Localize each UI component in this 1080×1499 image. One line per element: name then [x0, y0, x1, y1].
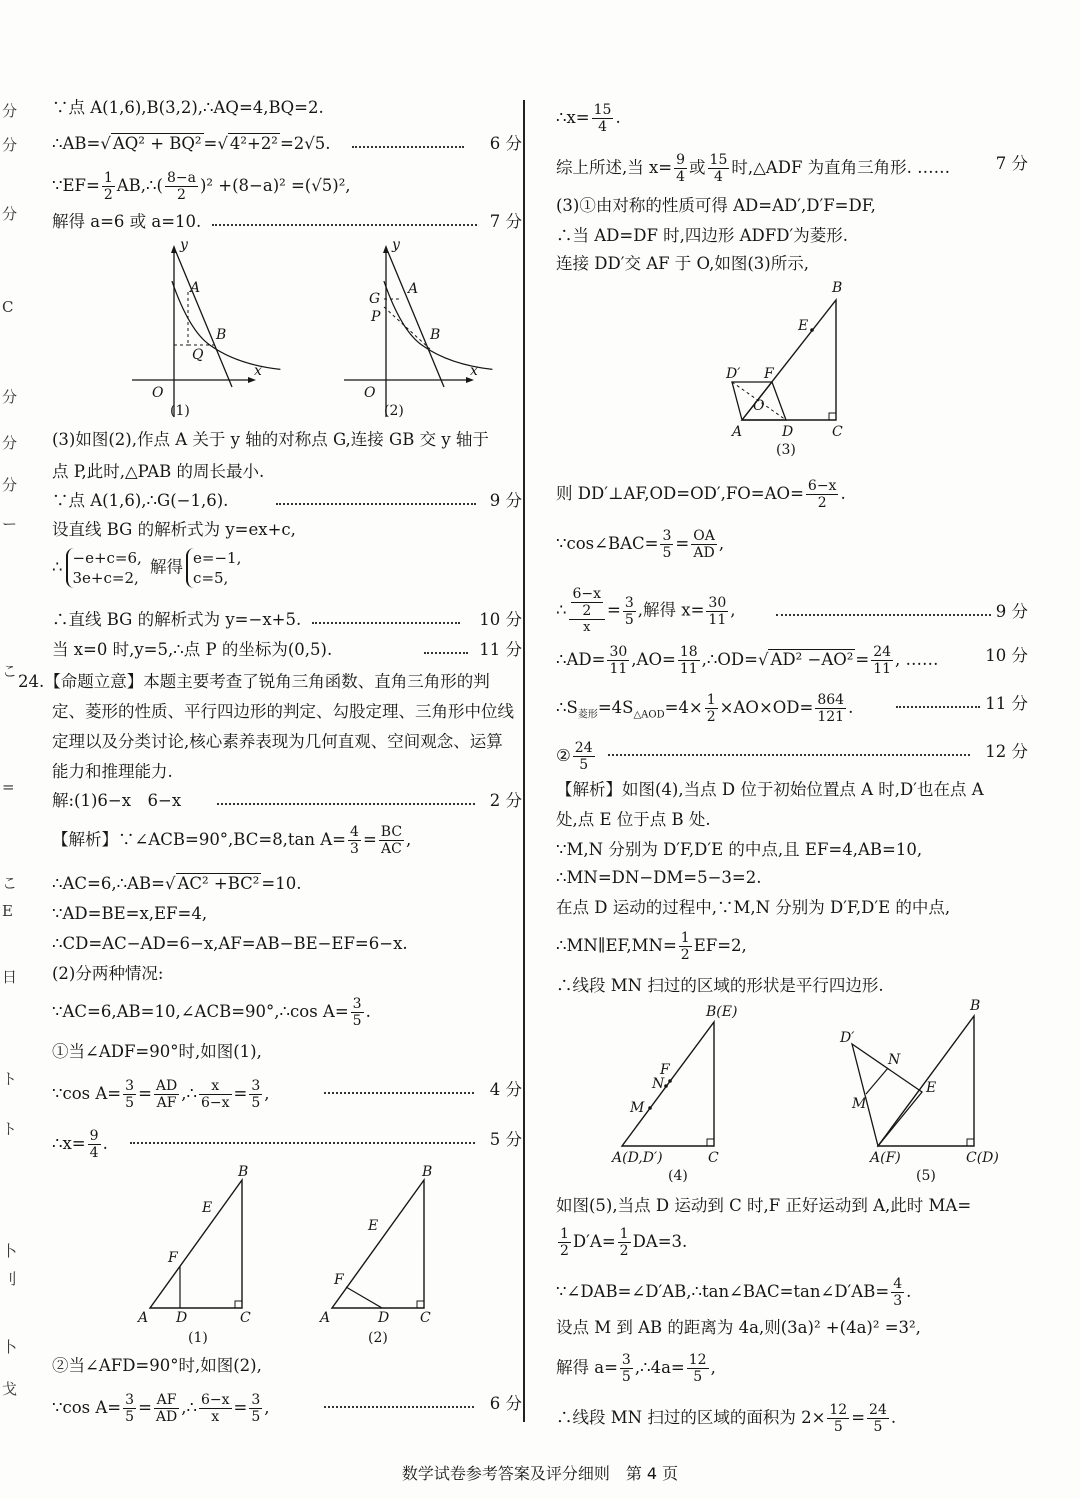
margin-char: 刂	[2, 1270, 18, 1288]
svg-text:E: E	[202, 1200, 213, 1216]
svg-text:C: C	[240, 1310, 251, 1326]
margin-char: 分	[2, 434, 18, 452]
text-line: 点 P,此时,△PAB 的周长最小.	[52, 462, 265, 481]
score: 6 分	[489, 134, 522, 153]
margin-char: 分	[2, 136, 18, 154]
motion-figure-4	[610, 1004, 737, 1184]
svg-text:D: D	[378, 1310, 390, 1326]
svg-text:A: A	[190, 280, 201, 296]
score: 11 分	[479, 640, 522, 659]
margin-char: こ	[2, 874, 18, 892]
text-line: 如图(5),当点 D 运动到 C 时,F 正好运动到 A,此时 MA=	[556, 1196, 972, 1215]
text-line: 【解析】如图(4),当点 D 位于初始位置点 A 时,D′也在点 A	[556, 780, 984, 799]
text-line: ∵点 A(1,6),∴G(−1,6). 9 分	[52, 489, 522, 513]
text-line: ∵AD=BE=x,EF=4,	[52, 904, 208, 923]
svg-text:E: E	[798, 318, 809, 334]
svg-text:F: F	[764, 366, 774, 382]
margin-char: 分	[2, 388, 18, 406]
equation-system: e=−1, c=5,	[186, 548, 241, 588]
svg-text:A: A	[138, 1310, 149, 1326]
svg-text:E: E	[368, 1218, 379, 1234]
margin-char: 分	[2, 476, 18, 494]
margin-char: こ	[2, 662, 18, 680]
text-line: ∴x= $\frac{9}{4}$ . 5 分	[52, 1128, 522, 1161]
motion-figure-5	[839, 998, 999, 1184]
left-margin-strip	[0, 0, 18, 1499]
text-line: ∴AD= $\frac{30}{11}$ ,AO= $\frac{18}{11}$ ,∴OD=√ AD² −AO² = $\frac{24}{11}$ , …… 10 分	[556, 644, 1028, 677]
fraction: $\frac{8-a}{2}$	[166, 170, 196, 203]
text-line: ∴ $\frac{\frac{6-x}{2}}{x}$ = $\frac{3}{5}$ ,解得 x= $\frac{30}{11}$ , 9 分	[556, 586, 1028, 635]
text-line: ② $\frac{24}{5}$ 12 分	[556, 740, 1028, 773]
svg-text:D′: D′	[726, 366, 741, 382]
score: 10 分	[985, 646, 1028, 665]
svg-text:O: O	[152, 385, 164, 401]
svg-text:A: A	[408, 281, 419, 297]
svg-text:N: N	[652, 1076, 665, 1092]
svg-text:y: y	[392, 237, 400, 253]
margin-char: 卜	[2, 1242, 18, 1260]
svg-text:C(D): C(D)	[966, 1150, 999, 1166]
score: 9 分	[489, 491, 522, 510]
svg-text:M: M	[630, 1100, 645, 1116]
text-line: ②当∠AFD=90°时,如图(2),	[52, 1356, 262, 1375]
score: 6 分	[489, 1394, 522, 1413]
text-line: ∵cos∠BAC= $\frac{3}{5}$ = $\frac{OA}{AD}$ ,	[556, 528, 725, 561]
text-line: (3)如图(2),作点 A 关于 y 轴的对称点 G,连接 GB 交 y 轴于	[52, 430, 489, 449]
text-line: 解得 a=6 或 a=10. 7 分	[52, 210, 522, 234]
score: 2 分	[489, 791, 522, 810]
svg-text:B: B	[970, 998, 981, 1014]
svg-text:C: C	[708, 1150, 719, 1166]
text-line: ∵EF= $\frac{1}{2}$ AB,∴( $\frac{8-a}{2}$ )² +(8−a)² =(√5)²,	[52, 170, 351, 203]
rhombus-figure	[726, 280, 876, 460]
score: 11 分	[985, 694, 1028, 713]
svg-text:P: P	[371, 309, 381, 325]
svg-text:F: F	[168, 1250, 178, 1266]
svg-text:(3): (3)	[776, 442, 796, 458]
text-line: 解:(1)6−x 6−x 2 分	[52, 789, 522, 813]
margin-char: E	[2, 902, 13, 920]
svg-text:A: A	[320, 1310, 331, 1326]
svg-text:A: A	[732, 424, 743, 440]
svg-text:G: G	[369, 291, 381, 307]
text-line: ∵cos A= $\frac{3}{5}$ = $\frac{AF}{AD}$ ,∴ $\frac{6-x}{x}$ = $\frac{3}{5}$ , 6 分	[52, 1392, 522, 1425]
svg-text:B(E): B(E)	[706, 1004, 738, 1020]
text-line: ∴AB=√ AQ² + BQ² =√ 4²+2² =2√5. 6 分	[52, 132, 522, 156]
text-line: 定理以及分类讨论,核心素养表现为几何直观、空间观念、运算	[52, 732, 503, 751]
triangle-figures	[138, 1164, 462, 1350]
svg-text:C: C	[832, 424, 843, 440]
text-line: 设点 M 到 AB 的距离为 4a,则(3a)² +(4a)² =3²,	[556, 1318, 921, 1337]
text-line: ①当∠ADF=90°时,如图(1),	[52, 1042, 262, 1061]
score: 9 分	[995, 602, 1028, 621]
text-line: ∵点 A(1,6),B(3,2),∴AQ=4,BQ=2.	[52, 98, 324, 117]
text-line: ∴MN=DN−DM=5−3=2.	[556, 868, 762, 887]
svg-text:D′: D′	[840, 1030, 855, 1046]
text-line: ∴当 AD=DF 时,四边形 ADFD′为菱形.	[556, 226, 848, 245]
svg-text:B: B	[216, 327, 227, 343]
svg-text:F: F	[660, 1062, 670, 1078]
coordinate-figures	[132, 237, 512, 417]
text-line: 设直线 BG 的解析式为 y=ex+c,	[52, 520, 296, 539]
svg-text:N: N	[888, 1052, 901, 1068]
text-line: ∴直线 BG 的解析式为 y=−x+5. 10 分	[52, 608, 522, 632]
text-line: 连接 DD′交 AF 于 O,如图(3)所示,	[556, 254, 809, 273]
margin-char: =	[2, 778, 15, 796]
margin-char: 卜	[2, 1338, 18, 1356]
margin-char: 分	[2, 102, 18, 120]
svg-text:x: x	[254, 363, 262, 379]
text-line: 能力和推理能力.	[52, 762, 173, 781]
page-footer: 数学试卷参考答案及评分细则 第 4 页	[401, 1464, 679, 1483]
coord-figure-1	[132, 237, 280, 419]
svg-text:(1): (1)	[188, 1330, 208, 1346]
svg-text:C: C	[420, 1310, 431, 1326]
column-divider	[523, 100, 525, 1422]
margin-char: 戈	[2, 1380, 18, 1398]
margin-char: ト	[2, 1120, 18, 1138]
svg-text:B: B	[422, 1164, 433, 1180]
equation-system: −e+c=6, 3e+c=2,	[66, 548, 142, 588]
svg-text:B: B	[430, 327, 441, 343]
svg-text:(2): (2)	[384, 403, 404, 419]
svg-text:D: D	[782, 424, 794, 440]
text-line: ∵AC=6,AB=10,∠ACB=90°,∴cos A= $\frac{3}{5}$ .	[52, 996, 371, 1029]
text-line: (2)分两种情况:	[52, 964, 164, 983]
svg-text:Q: Q	[192, 347, 204, 363]
text-line: ∴CD=AC−AD=6−x,AF=AB−BE−EF=6−x.	[52, 934, 408, 953]
margin-char: C	[2, 298, 14, 316]
text-line: 在点 D 运动的过程中,∵M,N 分别为 D′F,D′E 的中点,	[556, 898, 951, 917]
text-line: ∵cos A= $\frac{3}{5}$ = $\frac{AD}{AF}$ ,∴ $\frac{x}{6-x}$ = $\frac{3}{5}$ , 4 分	[52, 1078, 522, 1111]
text-line: ∴AC=6,∴AB=√ AC² +BC² =10.	[52, 874, 302, 893]
triangle-figure-2	[318, 1164, 432, 1346]
score: 5 分	[489, 1130, 522, 1149]
text-line: 【解析】∵∠ACB=90°,BC=8,tan A= $\frac{4}{3}$ = $\frac{BC}{AC}$ ,	[52, 824, 412, 857]
svg-text:(4): (4)	[668, 1168, 688, 1184]
svg-text:A(F): A(F)	[870, 1150, 901, 1166]
score: 12 分	[985, 742, 1028, 761]
text-line: 当 x=0 时,y=5,∴点 P 的坐标为(0,5). 11 分	[52, 638, 522, 662]
margin-char: ト	[2, 1070, 18, 1088]
svg-text:E: E	[926, 1080, 937, 1096]
text-line: ∵∠DAB=∠D′AB,∴tan∠BAC=tan∠D′AB= $\frac{4}{3}$ .	[556, 1276, 912, 1309]
score: 7 分	[995, 154, 1028, 173]
text-line: ∴ −e+c=6, 3e+c=2, 解得 e=−1, c=5,	[52, 549, 242, 587]
svg-text:B: B	[238, 1164, 249, 1180]
score: 4 分	[489, 1080, 522, 1099]
text-line: $\frac{1}{2}$ D′A= $\frac{1}{2}$ DA=3.	[560, 1226, 688, 1259]
svg-text:y: y	[180, 237, 188, 253]
svg-text:x: x	[470, 363, 478, 379]
text-line: 24.【命题立意】本题主要考查了锐角三角函数、直角三角形的判	[18, 672, 490, 691]
text-line: 综上所述,当 x= $\frac{9}{4}$ 或 $\frac{15}{4}$ 时,△ADF 为直角三角形. …… 7 分	[556, 152, 1028, 185]
svg-text:(2): (2)	[368, 1330, 388, 1346]
svg-text:F: F	[334, 1272, 344, 1288]
text-line: ∴线段 MN 扫过的区域的形状是平行四边形.	[556, 976, 884, 995]
svg-text:O: O	[364, 385, 376, 401]
text-line: (3)①由对称的性质可得 AD=AD′,D′F=DF,	[556, 196, 876, 215]
text-line: 解得 a= $\frac{3}{5}$ ,∴4a= $\frac{12}{5}$ ,	[556, 1352, 716, 1385]
motion-figures	[606, 998, 1026, 1188]
score: 7 分	[489, 212, 522, 231]
text-line: ∴线段 MN 扫过的区域的面积为 2× $\frac{12}{5}$ = $\frac{24}{5}$ .	[556, 1402, 897, 1435]
svg-text:D: D	[176, 1310, 188, 1326]
svg-text:O: O	[753, 398, 765, 414]
svg-text:(5): (5)	[916, 1168, 936, 1184]
coord-figure-2	[344, 237, 492, 419]
text-line: 处,点 E 位于点 B 处.	[556, 810, 711, 829]
margin-char: 日	[2, 968, 18, 986]
text-line: ∴x= $\frac{15}{4}$ .	[556, 102, 621, 135]
svg-text:(1): (1)	[170, 403, 190, 419]
svg-text:B: B	[832, 280, 843, 296]
svg-text:M: M	[852, 1096, 867, 1112]
score: 10 分	[479, 610, 522, 629]
margin-char: ー	[2, 515, 18, 533]
text-line: $\therefore S_{菱形}=4S_{\triangle AOD}=4\times$ $\frac{1}{2}$ ×AO×OD= $\frac{864}{121}$ . 11 分	[556, 692, 1028, 725]
triangle-figure-1	[136, 1164, 251, 1346]
text-line: 则 DD′⊥AF,OD=OD′,FO=AO= $\frac{6-x}{2}$ .	[556, 478, 846, 511]
text-line: 定、菱形的性质、平行四边形的判定、勾股定理、三角形中位线	[52, 702, 514, 721]
fraction: $\frac{1}{2}$	[103, 170, 113, 203]
text-line: ∴MN∥EF,MN= $\frac{1}{2}$ EF=2,	[556, 930, 747, 963]
text-line: ∵M,N 分别为 D′F,D′E 的中点,且 EF=4,AB=10,	[556, 840, 923, 859]
margin-char: 分	[2, 205, 18, 223]
svg-text:A(D,D′): A(D,D′)	[612, 1150, 663, 1166]
